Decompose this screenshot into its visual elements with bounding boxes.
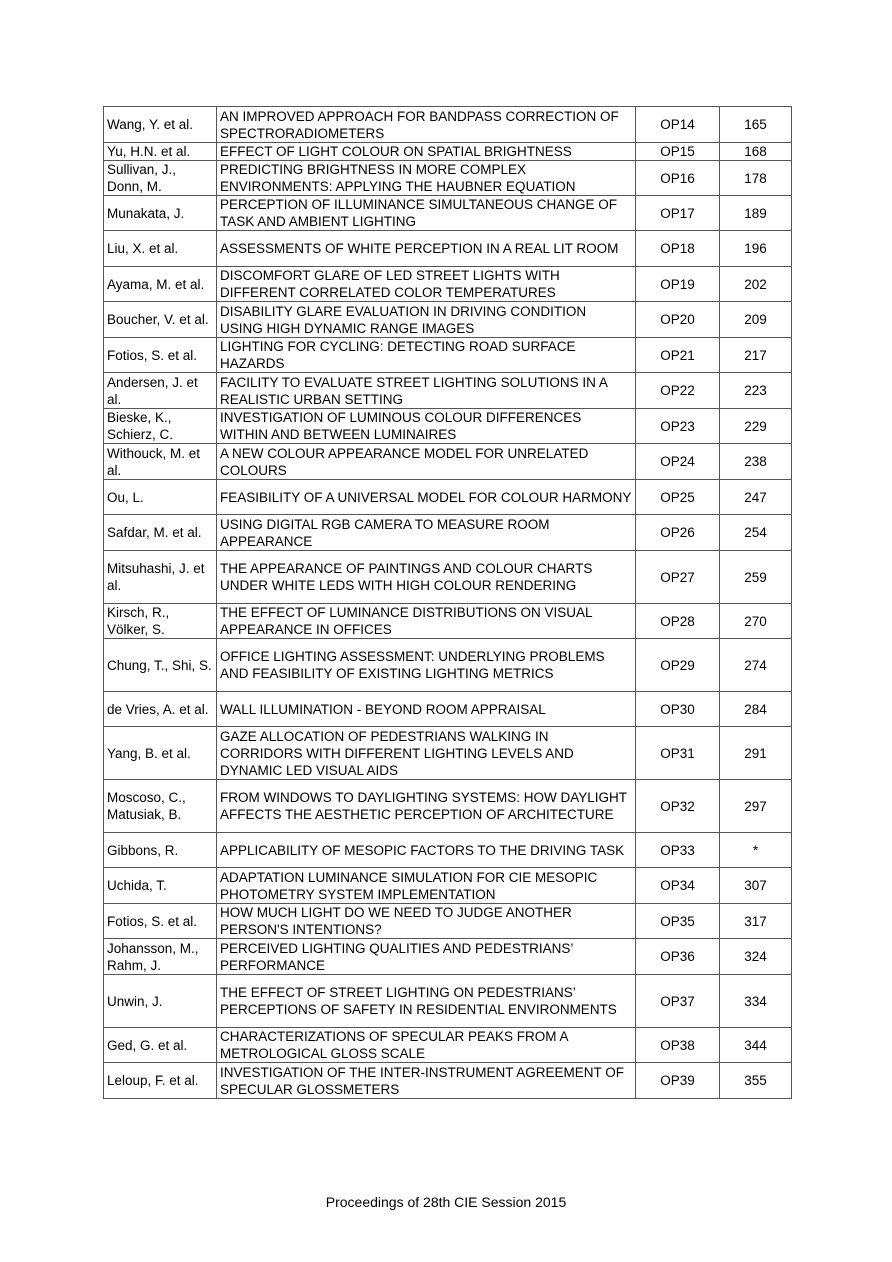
author-cell: Withouck, M. et al. [104, 444, 217, 480]
paper-code-cell: OP38 [636, 1028, 720, 1063]
page-number-cell: 178 [720, 161, 792, 196]
page-number-cell: 238 [720, 444, 792, 480]
table-row [104, 868, 792, 904]
paper-code-cell: OP36 [636, 939, 720, 975]
paper-code-cell: OP20 [636, 302, 720, 338]
table-row [104, 267, 792, 302]
author-cell: Kirsch, R., Völker, S. [104, 604, 217, 639]
table-row [104, 161, 792, 196]
author-cell: Ou, L. [104, 480, 217, 515]
paper-code-cell: OP29 [636, 639, 720, 692]
author-cell: Sullivan, J., Donn, M. [104, 161, 217, 196]
paper-code-cell: OP28 [636, 604, 720, 639]
author-cell: Munakata, J. [104, 196, 217, 231]
title-cell: FACILITY TO EVALUATE STREET LIGHTING SOLUTIONS IN A REALISTIC URBAN SETTING [217, 373, 636, 409]
page-number-cell: 247 [720, 480, 792, 515]
table-row [104, 551, 792, 604]
author-cell: Yu, H.N. et al. [104, 143, 217, 161]
author-cell: Chung, T., Shi, S. [104, 639, 217, 692]
title-cell: THE EFFECT OF LUMINANCE DISTRIBUTIONS ON VISUAL APPEARANCE IN OFFICES [217, 604, 636, 639]
author-cell: Mitsuhashi, J. et al. [104, 551, 217, 604]
author-cell: de Vries, A. et al. [104, 692, 217, 727]
table-row [104, 604, 792, 639]
title-cell: THE EFFECT OF STREET LIGHTING ON PEDESTRIANS’ PERCEPTIONS OF SAFETY IN RESIDENTIAL ENVIRONMENTS [217, 975, 636, 1028]
page-footer: Proceedings of 28th CIE Session 2015 [325, 1194, 567, 1210]
title-cell: WALL ILLUMINATION - BEYOND ROOM APPRAISAL [217, 692, 636, 727]
table-row [104, 833, 792, 868]
page-number-cell: 274 [720, 639, 792, 692]
table-row [104, 727, 792, 780]
title-cell: OFFICE LIGHTING ASSESSMENT: UNDERLYING PROBLEMS AND FEASIBILITY OF EXISTING LIGHTING METRICS [217, 639, 636, 692]
title-cell: HOW MUCH LIGHT DO WE NEED TO JUDGE ANOTHER PERSON'S INTENTIONS? [217, 904, 636, 939]
paper-code-cell: OP14 [636, 107, 720, 143]
title-cell: FEASIBILITY OF A UNIVERSAL MODEL FOR COLOUR HARMONY [217, 480, 636, 515]
paper-code-cell: OP23 [636, 409, 720, 444]
table-row [104, 231, 792, 267]
table-row [104, 480, 792, 515]
author-cell: Wang, Y. et al. [104, 107, 217, 143]
page-number-cell: 334 [720, 975, 792, 1028]
page-number-cell: 355 [720, 1063, 792, 1099]
page-number-cell: 270 [720, 604, 792, 639]
paper-code-cell: OP26 [636, 515, 720, 551]
title-cell: PERCEIVED LIGHTING QUALITIES AND PEDESTRIANS’ PERFORMANCE [217, 939, 636, 975]
title-cell: LIGHTING FOR CYCLING: DETECTING ROAD SURFACE HAZARDS [217, 338, 636, 373]
author-cell: Unwin, J. [104, 975, 217, 1028]
table-row [104, 1063, 792, 1099]
page-number-cell: 254 [720, 515, 792, 551]
page-number-cell: 291 [720, 727, 792, 780]
paper-code-cell: OP37 [636, 975, 720, 1028]
author-cell: Fotios, S. et al. [104, 338, 217, 373]
title-cell: AN IMPROVED APPROACH FOR BANDPASS CORRECTION OF SPECTRORADIOMETERS [217, 107, 636, 143]
table-row [104, 409, 792, 444]
paper-code-cell: OP22 [636, 373, 720, 409]
table-row [104, 302, 792, 338]
title-cell: FROM WINDOWS TO DAYLIGHTING SYSTEMS: HOW DAYLIGHT AFFECTS THE AESTHETIC PERCEPTION OF ARCHITECTURE [217, 780, 636, 833]
paper-code-cell: OP17 [636, 196, 720, 231]
page-number-cell: 196 [720, 231, 792, 267]
page-number-cell: 344 [720, 1028, 792, 1063]
table-row [104, 515, 792, 551]
page-number-cell: 284 [720, 692, 792, 727]
author-cell: Leloup, F. et al. [104, 1063, 217, 1099]
page-number-cell: 324 [720, 939, 792, 975]
title-cell: APPLICABILITY OF MESOPIC FACTORS TO THE DRIVING TASK [217, 833, 636, 868]
paper-code-cell: OP24 [636, 444, 720, 480]
table-row [104, 143, 792, 161]
paper-code-cell: OP21 [636, 338, 720, 373]
author-cell: Liu, X. et al. [104, 231, 217, 267]
title-cell: ADAPTATION LUMINANCE SIMULATION FOR CIE MESOPIC PHOTOMETRY SYSTEM IMPLEMENTATION [217, 868, 636, 904]
table-row [104, 338, 792, 373]
table-row [104, 1028, 792, 1063]
title-cell: THE APPEARANCE OF PAINTINGS AND COLOUR CHARTS UNDER WHITE LEDS WITH HIGH COLOUR RENDERING [217, 551, 636, 604]
author-cell: Uchida, T. [104, 868, 217, 904]
table-row [104, 780, 792, 833]
paper-code-cell: OP35 [636, 904, 720, 939]
table-row [104, 939, 792, 975]
table-row [104, 639, 792, 692]
page-number-cell: 297 [720, 780, 792, 833]
contents-table [103, 106, 792, 1099]
table-row [104, 444, 792, 480]
page-number-cell: 189 [720, 196, 792, 231]
table-row [104, 107, 792, 143]
page-number-cell: 229 [720, 409, 792, 444]
page-number-cell: 317 [720, 904, 792, 939]
paper-code-cell: OP27 [636, 551, 720, 604]
title-cell: INVESTIGATION OF THE INTER-INSTRUMENT AGREEMENT OF SPECULAR GLOSSMETERS [217, 1063, 636, 1099]
title-cell: CHARACTERIZATIONS OF SPECULAR PEAKS FROM A METROLOGICAL GLOSS SCALE [217, 1028, 636, 1063]
paper-code-cell: OP19 [636, 267, 720, 302]
page-number-cell: 209 [720, 302, 792, 338]
title-cell: INVESTIGATION OF LUMINOUS COLOUR DIFFERENCES WITHIN AND BETWEEN LUMINAIRES [217, 409, 636, 444]
title-cell: PREDICTING BRIGHTNESS IN MORE COMPLEX ENVIRONMENTS: APPLYING THE HAUBNER EQUATION [217, 161, 636, 196]
contents-table-body [104, 107, 792, 1099]
paper-code-cell: OP30 [636, 692, 720, 727]
page-number-cell: 259 [720, 551, 792, 604]
author-cell: Gibbons, R. [104, 833, 217, 868]
table-row [104, 904, 792, 939]
table-row [104, 373, 792, 409]
title-cell: USING DIGITAL RGB CAMERA TO MEASURE ROOM APPEARANCE [217, 515, 636, 551]
title-cell: DISABILITY GLARE EVALUATION IN DRIVING CONDITION USING HIGH DYNAMIC RANGE IMAGES [217, 302, 636, 338]
paper-code-cell: OP16 [636, 161, 720, 196]
author-cell: Bieske, K., Schierz, C. [104, 409, 217, 444]
author-cell: Ayama, M. et al. [104, 267, 217, 302]
table-row [104, 692, 792, 727]
title-cell: GAZE ALLOCATION OF PEDESTRIANS WALKING IN CORRIDORS WITH DIFFERENT LIGHTING LEVELS AND DYNAMIC LED VISUAL AIDS [217, 727, 636, 780]
page-number-cell: 217 [720, 338, 792, 373]
paper-code-cell: OP25 [636, 480, 720, 515]
title-cell: A NEW COLOUR APPEARANCE MODEL FOR UNRELATED COLOURS [217, 444, 636, 480]
title-cell: EFFECT OF LIGHT COLOUR ON SPATIAL BRIGHTNESS [217, 143, 636, 161]
paper-code-cell: OP39 [636, 1063, 720, 1099]
author-cell: Andersen, J. et al. [104, 373, 217, 409]
author-cell: Yang, B. et al. [104, 727, 217, 780]
page-number-cell: 223 [720, 373, 792, 409]
paper-code-cell: OP33 [636, 833, 720, 868]
author-cell: Johansson, M., Rahm, J. [104, 939, 217, 975]
paper-code-cell: OP15 [636, 143, 720, 161]
page-number-cell: 168 [720, 143, 792, 161]
table-row [104, 196, 792, 231]
author-cell: Fotios, S. et al. [104, 904, 217, 939]
table-row [104, 975, 792, 1028]
page-number-cell: 202 [720, 267, 792, 302]
author-cell: Ged, G. et al. [104, 1028, 217, 1063]
paper-code-cell: OP32 [636, 780, 720, 833]
paper-code-cell: OP31 [636, 727, 720, 780]
paper-code-cell: OP34 [636, 868, 720, 904]
page-number-cell: 307 [720, 868, 792, 904]
author-cell: Boucher, V. et al. [104, 302, 217, 338]
page-number-cell: 165 [720, 107, 792, 143]
title-cell: PERCEPTION OF ILLUMINANCE SIMULTANEOUS CHANGE OF TASK AND AMBIENT LIGHTING [217, 196, 636, 231]
page-number-cell: * [720, 833, 792, 868]
author-cell: Moscoso, C., Matusiak, B. [104, 780, 217, 833]
paper-code-cell: OP18 [636, 231, 720, 267]
title-cell: ASSESSMENTS OF WHITE PERCEPTION IN A REAL LIT ROOM [217, 231, 636, 267]
author-cell: Safdar, M. et al. [104, 515, 217, 551]
title-cell: DISCOMFORT GLARE OF LED STREET LIGHTS WITH DIFFERENT CORRELATED COLOR TEMPERATURES [217, 267, 636, 302]
